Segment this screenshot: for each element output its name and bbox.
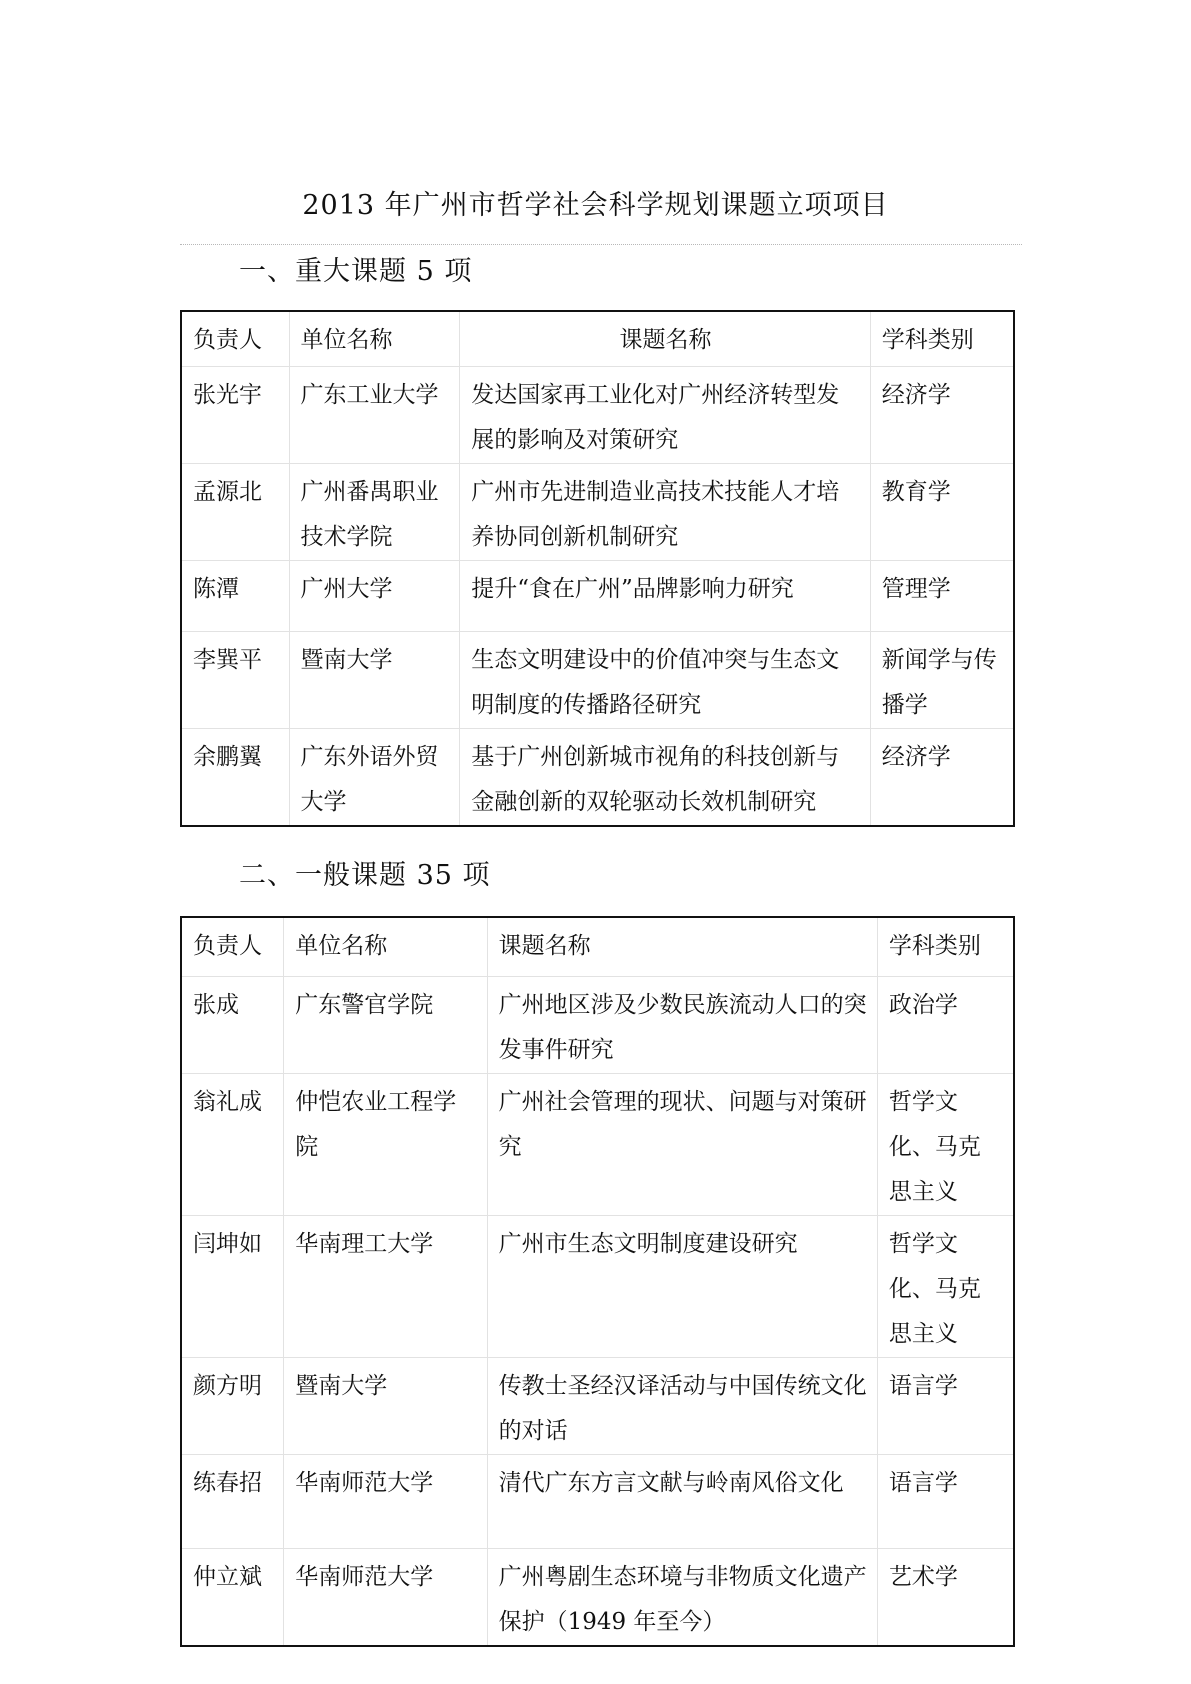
cell-unit: 广州大学 [289, 561, 460, 632]
cell-discipline: 语言学 [877, 1455, 1014, 1549]
cell-discipline: 教育学 [870, 464, 1014, 561]
cell-topic: 提升“食在广州”品牌影响力研究 [460, 561, 871, 632]
cell-discipline: 哲学文化、马克思主义 [877, 1074, 1014, 1216]
cell-leader: 李巽平 [181, 632, 289, 729]
cell-topic: 广州社会管理的现状、问题与对策研究 [487, 1074, 877, 1216]
table-header-row [181, 917, 1014, 977]
cell-leader: 张成 [181, 977, 284, 1074]
cell-leader: 张光宇 [181, 367, 289, 464]
cell-unit: 华南师范大学 [284, 1549, 487, 1647]
table-row [181, 632, 1014, 729]
cell-leader: 练春招 [181, 1455, 284, 1549]
section-heading-major: 一、重大课题 5 项 [239, 256, 473, 287]
cell-unit: 华南师范大学 [284, 1455, 487, 1549]
cell-unit: 暨南大学 [289, 632, 460, 729]
cell-unit: 广东警官学院 [284, 977, 487, 1074]
header-discipline: 学科类别 [877, 917, 1014, 977]
header-unit: 单位名称 [284, 917, 487, 977]
cell-leader: 仲立斌 [181, 1549, 284, 1647]
cell-discipline: 艺术学 [877, 1549, 1014, 1647]
cell-discipline: 语言学 [877, 1358, 1014, 1455]
table-row [181, 977, 1014, 1074]
cell-topic: 传教士圣经汉译活动与中国传统文化的对话 [487, 1358, 877, 1455]
table-row [181, 729, 1014, 827]
cell-unit: 广东外语外贸大学 [289, 729, 460, 827]
major-projects-table [180, 310, 1015, 827]
cell-discipline: 政治学 [877, 977, 1014, 1074]
cell-topic: 广州地区涉及少数民族流动人口的突发事件研究 [487, 977, 877, 1074]
table-row [181, 1455, 1014, 1549]
cell-unit: 暨南大学 [284, 1358, 487, 1455]
cell-topic: 发达国家再工业化对广州经济转型发展的影响及对策研究 [460, 367, 871, 464]
table-row [181, 561, 1014, 632]
title-divider [180, 244, 1022, 245]
document-title: 2013 年广州市哲学社会科学规划课题立项项目 [302, 190, 889, 221]
cell-discipline: 新闻学与传播学 [870, 632, 1014, 729]
header-unit: 单位名称 [289, 311, 460, 367]
table-row [181, 1216, 1014, 1358]
header-leader: 负责人 [181, 917, 284, 977]
cell-topic: 广州粤剧生态环境与非物质文化遗产保护（1949 年至今） [487, 1549, 877, 1647]
header-discipline: 学科类别 [870, 311, 1014, 367]
cell-unit: 广州番禺职业技术学院 [289, 464, 460, 561]
table-row [181, 1358, 1014, 1455]
cell-leader: 翁礼成 [181, 1074, 284, 1216]
cell-topic: 生态文明建设中的价值冲突与生态文明制度的传播路径研究 [460, 632, 871, 729]
cell-leader: 孟源北 [181, 464, 289, 561]
header-topic: 课题名称 [460, 311, 871, 367]
cell-leader: 陈潭 [181, 561, 289, 632]
header-topic: 课题名称 [487, 917, 877, 977]
cell-topic: 广州市生态文明制度建设研究 [487, 1216, 877, 1358]
cell-topic: 广州市先进制造业高技术技能人才培养协同创新机制研究 [460, 464, 871, 561]
cell-unit: 仲恺农业工程学院 [284, 1074, 487, 1216]
table-row [181, 464, 1014, 561]
cell-topic: 清代广东方言文献与岭南风俗文化 [487, 1455, 877, 1549]
cell-discipline: 哲学文化、马克思主义 [877, 1216, 1014, 1358]
table-row [181, 367, 1014, 464]
cell-discipline: 管理学 [870, 561, 1014, 632]
cell-topic: 基于广州创新城市视角的科技创新与金融创新的双轮驱动长效机制研究 [460, 729, 871, 827]
cell-unit: 华南理工大学 [284, 1216, 487, 1358]
cell-leader: 颜方明 [181, 1358, 284, 1455]
cell-discipline: 经济学 [870, 729, 1014, 827]
cell-leader: 余鹏翼 [181, 729, 289, 827]
header-leader: 负责人 [181, 311, 289, 367]
table-header-row [181, 311, 1014, 367]
cell-discipline: 经济学 [870, 367, 1014, 464]
general-projects-table [180, 916, 1015, 1647]
cell-unit: 广东工业大学 [289, 367, 460, 464]
cell-leader: 闫坤如 [181, 1216, 284, 1358]
table-row [181, 1074, 1014, 1216]
section-heading-general: 二、一般课题 35 项 [239, 860, 491, 891]
table-row [181, 1549, 1014, 1647]
